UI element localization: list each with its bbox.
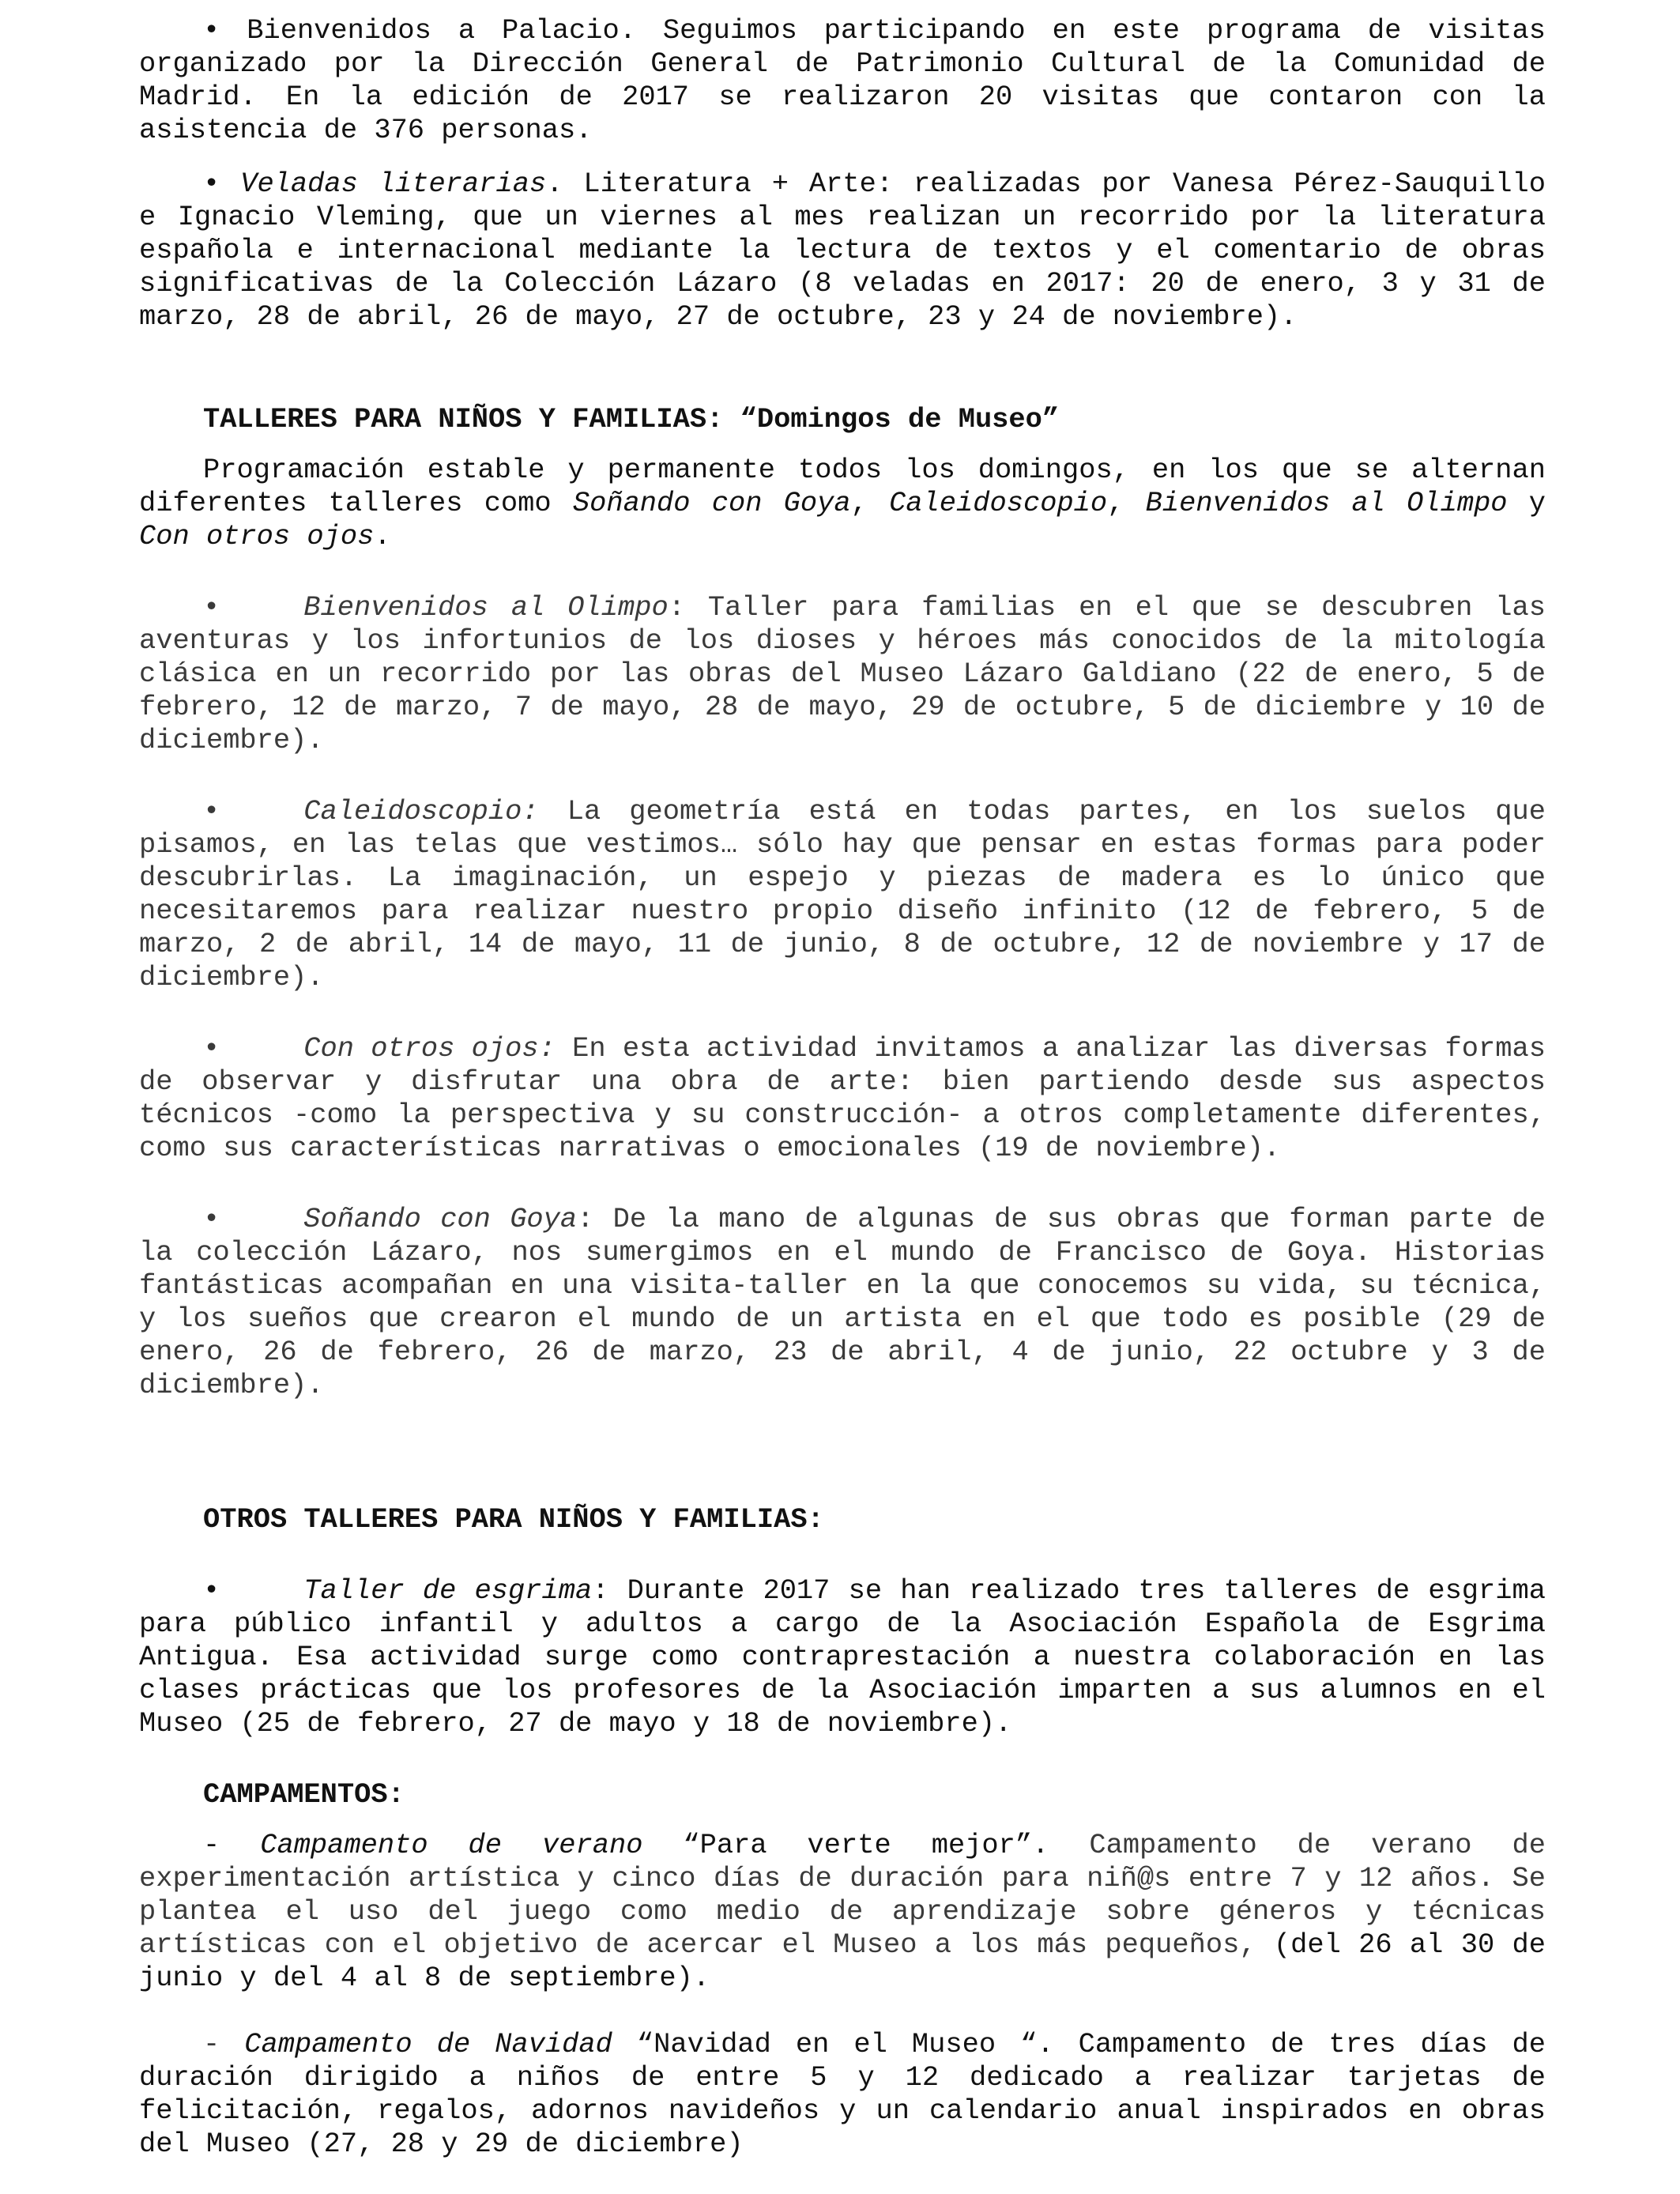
item-quote: “Para verte mejor”. (642, 1830, 1049, 1861)
section-heading-campamentos: CAMPAMENTOS: (203, 1779, 405, 1811)
item-text: . Literatura + Arte: realizadas por Vanesa Pérez-Sauquillo e Ignacio Vleming, que un viernes al mes realizan un recorrido por la literatura española e internacional mediante la lectura de textos y el comentario de obras significativas de la Colección Lázaro (8 veladas en 2017: 20 de enero, 3 y 31 de marzo, 28 de abril, 26 de mayo, 27 de octubre, 23 y 24 de noviembre). (139, 168, 1546, 333)
item-text: Campamento de verano de experimentación artística y cinco días de duración para niñ@s entre 7 y 12 años. Se plantea el uso del juego como medio de aprendizaje sobre géneros y técnicas artísticas con el objetivo de acercar el Museo a los más pequeños, (139, 1830, 1546, 1961)
bullet-icon: • (203, 1204, 220, 1235)
document-page (139, 14, 1546, 2161)
talleres-intro: Programación estable y permanente todos los domingos, en los que se alternan diferentes talleres como Soñando con Goya, Caleidoscopio, Bienvenidos al Olimpo y Con otros ojos. (139, 454, 1546, 552)
bullet-icon: • (203, 1033, 220, 1065)
item-title: Campamento de verano (260, 1830, 643, 1861)
list-item-con-otros-ojos (139, 1032, 1546, 1165)
item-dates: (del 26 al 30 de junio y del 4 al 8 de septiembre). (139, 1929, 1546, 1994)
list-item-campamento-verano (139, 1829, 1546, 1995)
dash-marker: - (203, 1830, 220, 1861)
item-text: Bienvenidos a Palacio. Seguimos participando en este programa de visitas organizado por la Dirección General de Patrimonio Cultural de la Comunidad de Madrid. En la edición de 2017 se realizaron 20 visitas que contaron con la asistencia de 376 personas. (139, 15, 1546, 146)
bullet-icon: • (203, 796, 220, 827)
dash-marker: - (203, 2029, 220, 2060)
item-title: Veladas literarias (240, 168, 547, 200)
bullet-icon: • (203, 168, 220, 200)
item-text: La geometría está en todas partes, en los suelos que pisamos, en las telas que vestimos… sólo hay que pensar en estas formas para poder descubrirlas. La imaginación, un espejo y piezas de madera es lo único que necesitaremos para realizar nuestro propio diseño infinito (12 de febrero, 5 de marzo, 2 de abril, 14 de mayo, 11 de junio, 8 de octubre, 12 de noviembre y 17 de diciembre). (139, 796, 1546, 993)
bullet-icon: • (203, 1575, 220, 1607)
item-title: Con otros ojos: (303, 1033, 556, 1065)
item-title: Soñando con Goya (303, 1204, 578, 1235)
list-item-bienvenidos-palacio (139, 14, 1546, 147)
list-item-campamento-navidad (139, 2028, 1546, 2161)
item-text: : De la mano de algunas de sus obras que forman parte de la colección Lázaro, nos sumergimos en el mundo de Francisco de Goya. Historias fantásticas acompañan en una visita-taller en la que conocemos su vida, su técnica, y los sueños que crearon el mundo de un artista en el que todo es posible (29 de enero, 26 de febrero, 26 de marzo, 23 de abril, 4 de junio, 22 octubre y 3 de diciembre). (139, 1204, 1546, 1401)
item-text: : Durante 2017 se han realizado tres talleres de esgrima para público infantil y adultos a cargo de la Asociación Española de Esgrima Antigua. Esa actividad surge como contraprestación a nuestra colaboración en las clases prácticas que los profesores de la Asociación imparten a sus alumnos en el Museo (25 de febrero, 27 de mayo y 18 de noviembre). (139, 1575, 1546, 1740)
item-text: : Taller para familias en el que se descubren las aventuras y los infortunios de los dioses y héroes más conocidos de la mitología clásica en un recorrido por las obras del Museo Lázaro Galdiano (22 de enero, 5 de febrero, 12 de marzo, 7 de mayo, 28 de mayo, 29 de octubre, 5 de diciembre y 10 de diciembre). (139, 592, 1546, 756)
item-title: Taller de esgrima (303, 1575, 593, 1607)
item-text: “Navidad en el Museo “. Campamento de tres días de duración dirigido a niños de entre 5 y 12 dedicado a realizar tarjetas de felicitación, regalos, adornos navideños y un calendario anual inspirados en obras del Museo (27, 28 y 29 de diciembre) (139, 2029, 1546, 2160)
item-title: Bienvenidos al Olimpo (303, 592, 669, 624)
list-item-bienvenidos-olimpo (139, 591, 1546, 757)
bullet-icon: • (203, 15, 220, 47)
section-heading-otros-talleres: OTROS TALLERES PARA NIÑOS Y FAMILIAS: (203, 1504, 824, 1536)
bullet-icon: • (203, 592, 220, 624)
list-item-sonando-con-goya (139, 1203, 1546, 1402)
list-item-veladas-literarias (139, 168, 1546, 334)
section-heading-talleres: TALLERES PARA NIÑOS Y FAMILIAS: “Domingos de Museo” (203, 404, 1060, 435)
list-item-taller-esgrima (139, 1574, 1546, 1740)
item-title: Caleidoscopio: (303, 796, 539, 827)
item-title: Campamento de Navidad (244, 2029, 612, 2060)
list-item-caleidoscopio (139, 795, 1546, 994)
item-text: En esta actividad invitamos a analizar las diversas formas de observar y disfrutar una obra de arte: bien partiendo desde sus aspectos técnicos -como la perspectiva y su construcción- a otros completamente diferentes, como sus características narrativas o emocionales (19 de noviembre). (139, 1033, 1546, 1164)
